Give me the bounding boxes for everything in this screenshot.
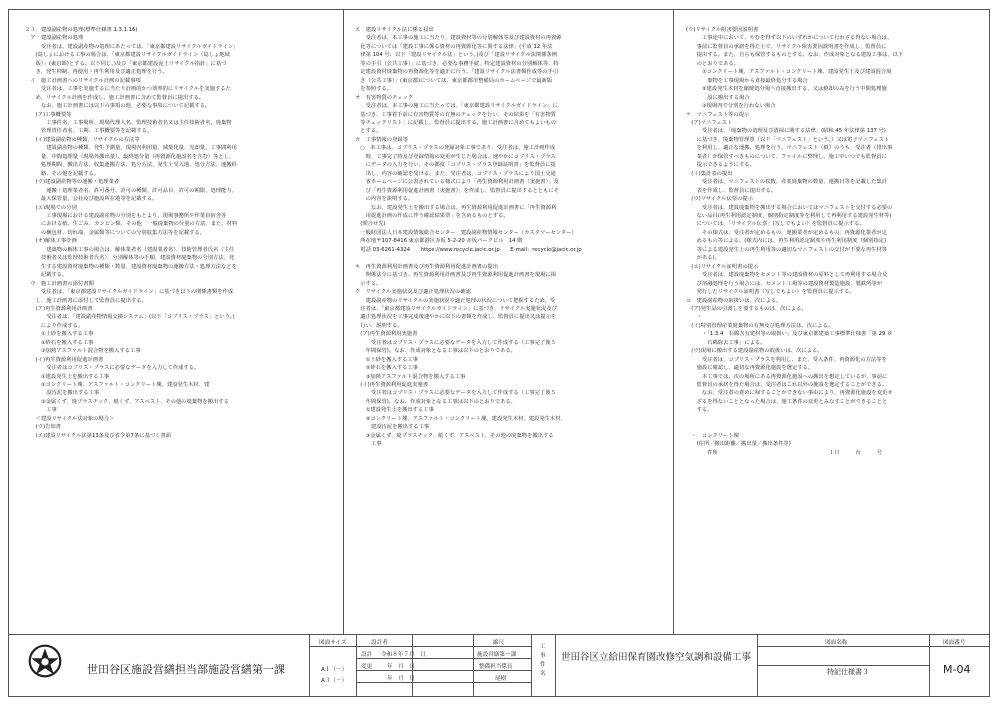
spec-line: めるもの等による。(様式内には、再生利用認定制度や再生利用制度（個別指定)	[686, 238, 887, 245]
spec-line: (イ)集計表の提出	[686, 170, 733, 177]
project-label: 工事件名	[540, 644, 546, 677]
spec-line: 受注者は、「建設副産物情報交換システム」(以下「コブリス・プラス」という。)	[25, 314, 235, 321]
spec-line: 量、中間処理量（現場外搬出量）、最終処分量（再資源化施設名を含む）等とし、	[25, 153, 235, 160]
spec-line: 受注者は、建設廃棄物を搬出する場合においてはマニフェストを交付する必要の	[686, 204, 893, 211]
spec-line: エ 建設リサイクル法に係る届出	[355, 27, 434, 33]
scale-value: 尾樹	[495, 676, 507, 682]
spec-line: 等による建設発生土の再生利用等の適切なマニフェストの交付が不要な再生材等	[686, 246, 888, 253]
spec-line: ①建設発生土を搬出する工事	[25, 373, 110, 380]
spec-line: 時、工事完了時及び登録情報の変更が生じた場合は、速やかにコブリス・プラス	[355, 153, 556, 160]
spec-line: ②砕石を搬入する工事	[355, 365, 419, 372]
spec-line: 受注者は、マニフェストの枚数、産業廃棄物の数量、運搬日等を記載した集計	[686, 179, 888, 186]
spec-line: (ア)再生資源利用計画書	[25, 305, 93, 312]
change-date-2: 年 月 日	[387, 676, 415, 682]
spec-line: ウ 施工計画書の添付書類	[25, 280, 94, 287]
spec-line: 設汚泥を搬出する工事	[25, 390, 100, 397]
spec-line: ＜建設リサイクル法対象の場合＞	[25, 415, 115, 422]
spec-line: 技術者又は監理技術者氏名）、分別解体等の手順、建設資材廃棄物の分別方法、発	[25, 255, 235, 262]
office-name: 施設営繕第一課	[477, 652, 517, 658]
spec-line: ③加熱アスファルト混合物を搬入する工事	[25, 348, 141, 355]
spec-line: 受注者は、建設廃棄物をセメント等の建設資材の原料として再利用する場合及	[686, 272, 888, 279]
spec-line: (ア)工事概要等	[25, 111, 72, 118]
spec-line: 受注者は、コブリス・プラスを利用し、また、受入条件、再資源化の方法等を	[686, 356, 887, 363]
spec-line: し、施工計画書に添付して監督員に提出する。	[25, 297, 147, 304]
spec-line: その様式は、受注者が定めるもの、運搬業者が定めるもの、再資源化業者が定	[686, 229, 887, 236]
spec-line: 等の手引（公共工事）」に基づき、必要な事務手続、特定建設資材の分別解体等、特	[355, 60, 559, 67]
spec-line: 発行したリサイクル証明書（写しでもよい）を監督員に提示する。	[686, 289, 855, 296]
spec-line: ①土砂を搬入する工事	[355, 356, 419, 363]
spec-line: (イ)再生資源利用促進実施書	[355, 382, 428, 389]
spec-line: 処理期間、搬出方法、収集運搬方法、処分方法、発生土受入地、処分方法、運搬経	[25, 162, 237, 169]
spec-line: ②コンクリート塊、アスファルト・コンクリート塊、建設発生木材、建	[25, 382, 210, 389]
spec-line: び溶融処理を行う場合には、セメント工場等の建設資材製造施設、製鉄所等が	[686, 280, 882, 287]
spec-line: 生する建設資材廃棄物の種類・数量、建設資材廃棄物の運搬方法・処理方法などを	[25, 263, 237, 270]
spec-line: (住所／搬出距離／搬出量／搬出条件等)	[686, 441, 791, 448]
spec-line: 基づき、工事着手前に有害物質等の有無のチェックを行い、その結果を「有害物質	[355, 111, 556, 118]
design-label: 設計	[361, 652, 373, 658]
spec-line: き（公共工事）」(東京都)については、東京都都市整備局のホームページで最新版	[355, 77, 553, 84]
spec-line: ク リサイクル実施状況及び適正処理状況の確認	[355, 289, 471, 296]
spec-line: 提示できるようにする。	[686, 162, 755, 169]
spec-line: (ウ)告知書	[25, 424, 61, 431]
change-date: 年 月 日	[387, 664, 415, 670]
spec-line: なお、施工計画書には以下の事項の他、必要な事項について記載する。	[25, 103, 211, 110]
spec-column-2	[355, 26, 655, 616]
spec-line: め、リサイクル計画を作成し、施工計画書に含めて監督員に提出する。	[25, 94, 205, 101]
office-role: 整備担当係長	[479, 664, 513, 670]
spec-line: 石綿除去工事」による。	[686, 339, 766, 346]
change-label: 変更	[361, 664, 373, 670]
spec-line: なお、受注者の責めに帰することができない事由により、再資源化施設を変更せ	[686, 390, 893, 397]
drawing-sheet	[8, 9, 990, 697]
spec-line: 最大保管量、会社及び施設所在地等を記載する。	[25, 196, 158, 203]
paper-size-a1: A１（－）	[321, 667, 348, 673]
spec-line: 受注者は、「廃棄物の処理及び清掃に関する法律」(昭和 45 年法律第 137 号)	[686, 128, 886, 135]
spec-line: 件所 １日 台 号	[686, 449, 882, 456]
spec-line: 工事途中において、やむを得ず以下のいずれかについて行わざる得ない場合は、	[686, 35, 893, 42]
drawing-name-header: 図面名称	[825, 640, 848, 646]
spec-line: イ 施工計画書へのリサイクル計画の記載事項	[25, 77, 141, 84]
spec-line	[686, 423, 976, 431]
spec-line: ・ コンクリート塊	[686, 432, 739, 439]
spec-line: 等チェックリスト」に記載し、監督員に提出する。施工計画書に含めてもよいもの	[355, 119, 557, 126]
spec-line: にデータの入力を行い、その都度「コブリス・プラス登録証明書」を監督員に提	[355, 162, 556, 169]
spec-line: により作成する。	[25, 322, 84, 329]
spec-line: (ウ)リサイクル伝票の提示	[686, 196, 753, 203]
spec-line: (エ)建設リサイクル法第13条及び省令第7条に基づく書面	[25, 432, 171, 439]
spec-line: (エ)リサイクル証明書の提示	[686, 263, 759, 270]
spec-line: (ウ)建設副産物等の運搬・処理業者	[25, 179, 120, 186]
spec-line: (ウ)リサイクル阻害要因説明書	[686, 27, 759, 33]
spec-line: とする。	[355, 128, 382, 135]
project-name: 世田谷区立給田保育園改修空気調和設備工事	[561, 652, 752, 663]
spec-line: (島しょにおける工事の場合は、「東京都建設リサイクルガイドライン（島しょ地域	[25, 52, 230, 59]
spec-line: (エ)現場での分別	[25, 204, 77, 211]
spec-line: (ウ)現場に搬出する建設副産物の取扱いは、次による。	[686, 348, 823, 355]
spec-line: ③金属くず、廃プラスチック、紙くず、アスベスト、その他の廃棄物を搬出する	[25, 398, 229, 405]
spec-line: 業者）が保管すべきものについて、ファイルに整理し、施工中いつでも監督員に	[686, 153, 887, 160]
spec-line: を参照する。	[355, 86, 393, 93]
department-name: 世田谷区施設営繕担当部施設営繕第一課	[87, 663, 285, 676]
spec-line: 設に搬出する場合	[686, 94, 750, 101]
spec-line: 受注者は、本工事の施工に当たっては、「東京都建設リサイクルガイドライン」に	[355, 103, 558, 110]
spec-line: 監督員の承諾を得た場合は、受注者はこれ以外の施設を選定することができる。	[686, 382, 888, 389]
spec-line: び「再生資源利用促進計画書（実施書）」を作成し、監督員に提出するとともにそ	[355, 187, 559, 194]
spec-line: ③金属くず、廃プラスチック、紙くず、アスベスト、その他の廃棄物を搬出する	[355, 432, 554, 439]
spec-line: (ア)再生資源利用実施書	[355, 331, 418, 338]
spec-line: ①建設発生土を搬出する工事	[355, 407, 434, 414]
spec-line: 管理責任者名、工期、工事概要等を記載する。	[25, 128, 153, 135]
spec-line: 建設副産物の種類、発生予測量、現場内利用量、減量化量、売却量、工事間利用	[25, 145, 237, 152]
spec-line: オ 有害物質のチェック	[355, 94, 414, 101]
column-divider	[673, 10, 674, 634]
spec-column-3	[686, 26, 976, 616]
spec-line: がある)。	[686, 255, 720, 262]
title-block	[9, 634, 989, 698]
spec-line: 定建設資材廃棄物の再資源化等を適正に行う。「建設リサイクル法書類作成等の手引	[355, 69, 559, 76]
spec-line: 施設に確認し、適切な再資源化施設を選定する。	[686, 365, 814, 372]
spec-line: キ 再生資源利用計画書及び再生資源利用促進計画書の提出	[355, 263, 499, 270]
spec-line: ①コンクリート塊、アスファルト・コンクリート塊、建設発生土及び建設混合廃	[686, 69, 892, 76]
spec-line: については、「リサイクル伝票」(写しでもよい）を監督員に提示する。	[686, 221, 865, 228]
spec-line: 関係法令に基づき、再生資源利用計画書及び再生資源利用促進計画書を現場に掲	[355, 272, 557, 279]
spec-line: 行い、説明する。	[355, 322, 403, 329]
spec-line: 建設副産物のリサイクルの実施状況や適正処理の状況について把握するため、受	[355, 297, 556, 304]
spec-line: ③現場内で分別を行わない場合	[686, 103, 776, 110]
spec-line: (イ)特別管理産業廃棄物の有無及び処理方法は、次による。	[686, 322, 834, 329]
spec-line: 適正処理状況を工事完成後速やかに以下の書類を作成し、監督員に提出又は提示を	[355, 314, 557, 321]
spec-line: (ア)発生品の引渡しを要するものは、次による。	[686, 305, 807, 312]
paper-size-a3: A３（－）	[321, 678, 348, 684]
spec-line: 受注者は、本工事の施工に当たり、建設資材等の分別解体等及び建設資材の再資源	[355, 35, 562, 42]
column-divider	[343, 10, 344, 634]
spec-line: 受注者は、工事を実施するに当たり計画的かつ効率的にリサイクルを実施するた	[25, 86, 231, 93]
spec-line: 注者は、「東京都建設リサイクルガイドライン」に基づき、リサイクル実施状況及び	[355, 305, 557, 312]
spec-line: 表を作成し、監督員に提出する。	[686, 187, 777, 194]
spec-line: (イ)再生資源利用促進計画書	[25, 356, 104, 363]
spec-line: なお、建設発生土を搬出する場合は、再生資源利用促進計画書に「再生資源利	[355, 204, 557, 211]
spec-line: (問合せ先)	[355, 221, 386, 228]
spec-line: ○ 本工事は、コブリス・プラスの登録対象工事であり、受注者は、施工計画作成	[355, 145, 556, 152]
spec-line: 事前に監督員の承諾を得た上で、リサイクル阻害要因説明書を作成し、監督員に	[686, 43, 887, 50]
setagaya-emblem-icon	[27, 643, 63, 679]
spec-line: 用促進計画の作成に伴う確認結果票」を含めるものとする。	[355, 212, 509, 219]
spec-line: 年間保管)。なお、作成対象となる工事は以下のとおりである。	[355, 348, 516, 355]
design-date: 令和８年７月 日	[381, 652, 426, 658]
spec-column-1	[25, 26, 331, 616]
spec-line: 記載する。	[25, 272, 68, 279]
spec-line: 工事件名、工事場所、現場代理人名、監理技術者名又は主任技術者名、廃棄物	[25, 119, 232, 126]
spec-line: 棄物を工事現場から直接最終処分する場合	[686, 77, 808, 84]
spec-line: ない品目(再生利用認定制度、個別指定制度等を利用して再利用する建設発生材等)	[686, 212, 892, 219]
spec-line: の内容を説明する。	[355, 196, 414, 203]
spec-line: 工事	[25, 407, 57, 414]
spec-line	[355, 254, 655, 262]
spec-line: (イ)建設副産物の種類、リサイクルの方法等	[25, 136, 140, 143]
spec-line	[686, 415, 976, 423]
spec-line: 所在地〒107-8416 東京都港区赤坂 5-2-20 赤坂パークビル 14 階	[355, 238, 523, 245]
spec-line: 工事	[355, 441, 382, 448]
spec-line: ２３．建設副産物の処理(標準仕様書 1.3.1.16)	[25, 27, 138, 33]
drawing-size-header: 図面サイズ	[319, 640, 347, 646]
spec-line: の梱包材、切れ端、金属類等についての分別収集方法等を記載する。	[25, 229, 205, 236]
spec-line: ざるを得ないこととなった場合は、施工条件の変更とみなすことができることと	[686, 398, 888, 405]
spec-line: ア 建設副産物の処理	[25, 35, 84, 42]
spec-line: ②建設発生木材を縮焼処分場へ直接搬出する、又は焼却のみを行う中間処理施	[686, 86, 887, 93]
spec-line: 示する。	[355, 280, 382, 287]
spec-line: 受注者はコブリス・プラスに必要なデータを入力して作成する。	[25, 365, 200, 372]
spec-line: ③加熱アスファルト混合物を搬入する工事	[355, 373, 466, 380]
spec-line: 受注者はコブリス・プラスに必要なデータを入力して作成する（工事完了後５	[355, 390, 556, 397]
spec-line: ①土砂を搬入する工事	[25, 331, 94, 338]
spec-line: を利用し、適正な運搬、処理を行う。マニフェスト（紙）のうち、受注者（排出事	[686, 145, 893, 152]
spec-line: 受注者は、建設副産物の処理にあたっては、「東京都建設リサイクルガイドライン」	[25, 43, 239, 50]
spec-line: ②砕石を搬入する工事	[25, 339, 94, 346]
drawing-name: 特記仕様書３	[827, 668, 869, 676]
spec-line: する。	[686, 407, 713, 414]
spec-line: 提出する。また、自らも保管するものとする。なお、作成対象となる建設工事は、以下	[686, 52, 904, 59]
spec-line: (ア)マニフェスト	[686, 119, 733, 126]
drawing-number: M-04	[943, 663, 971, 676]
spec-line: コ 建設副産物の取扱いは、次による。	[686, 297, 782, 304]
spec-line: のとおりである。	[686, 60, 739, 67]
designer-header: 設計者	[371, 640, 388, 646]
spec-line: ・「1.3.4 石綿含有建材等の取扱い」及び東京都建築工事標準仕様書「第 29 章	[686, 331, 893, 338]
spec-line: ・	[686, 314, 702, 321]
spec-line: 一般財団法人日本建設情報総合センター 建設副産物情報センター（カスタマーセンター）	[355, 229, 577, 236]
spec-line: 出し、内容の確認を受ける。また、受注者は、コブリス・プラスにより国土交通	[355, 170, 556, 177]
spec-line: ②コンクリート塊、アスファルト・コンクリート塊、建設発生木材、建設発生木材、	[355, 415, 566, 422]
spec-line: 路、その他を記載する。	[25, 170, 100, 177]
drawing-number-header: 図面番号	[943, 640, 966, 646]
spec-line: き、発生抑制、再使用・再生利用及び適正処理を行う。	[25, 69, 168, 76]
spec-line: 年間保管)。なお、作成対象となる工事は以下のとおりである。	[355, 398, 516, 405]
spec-line: 建設汚泥を搬出する工事	[355, 424, 430, 431]
spec-line: カ 工事情報の登録等	[355, 136, 408, 143]
spec-line: 律第 104 号、以下「建設リサイクル法」という。)及び「建設リサイクル法関係条例	[355, 52, 558, 59]
spec-line: 電話 03-6261-4324 https://www.recycle.jacic.or.jp E-mail：recycle@jacic.or.jp	[355, 246, 582, 253]
spec-line: 版）」(東京都)とする。以下同じ。)及び「東京都建設泥土リサイクル指針」に基づ	[25, 60, 227, 67]
spec-line: (オ)解体工事計画	[25, 238, 77, 245]
spec-line: 運搬・処理業者名、許可番号、許可の種類、許可品目、許可の期限、処理能力、	[25, 187, 237, 194]
spec-line: 化等については「建設工事に係る資材の再資源化等に関する法律」(平成 12 年法	[355, 43, 553, 50]
spec-line: 本工事では、次の場所にある再資源化施設への搬出を想定しているが、事前に	[686, 373, 888, 380]
spec-line: における紙、生ごみ、カンビン類、その他 一般廃棄物の分別の方法、また、材料	[25, 221, 238, 228]
spec-line: ケ マニフェスト等の提示	[686, 111, 750, 118]
spec-line: 受注者は、「東京都建設リサイクルガイドライン」に基づき以下の関係書類を作成	[25, 289, 234, 296]
spec-line: 建築物の解体工事の場合は、解体業者名（建設業者名）、技術管理者氏名（主任	[25, 246, 235, 253]
spec-line: 省ホームページに公表されている様式により「再生資源利用計画書（実施書）」及	[355, 179, 559, 186]
spec-line: 受注者はコブリス・プラスに必要なデータを入力して作成する（工事完了後５	[355, 339, 556, 346]
scale-header: 縮尺	[493, 640, 505, 646]
spec-line: 工事現場における建設副産物の分別をもとより、現場事務所や作業員宿舎等	[25, 212, 227, 219]
spec-line: に基づき、廃棄物管理票（以下「マニフェスト」という。）又は電子マニフェスト	[686, 136, 890, 143]
